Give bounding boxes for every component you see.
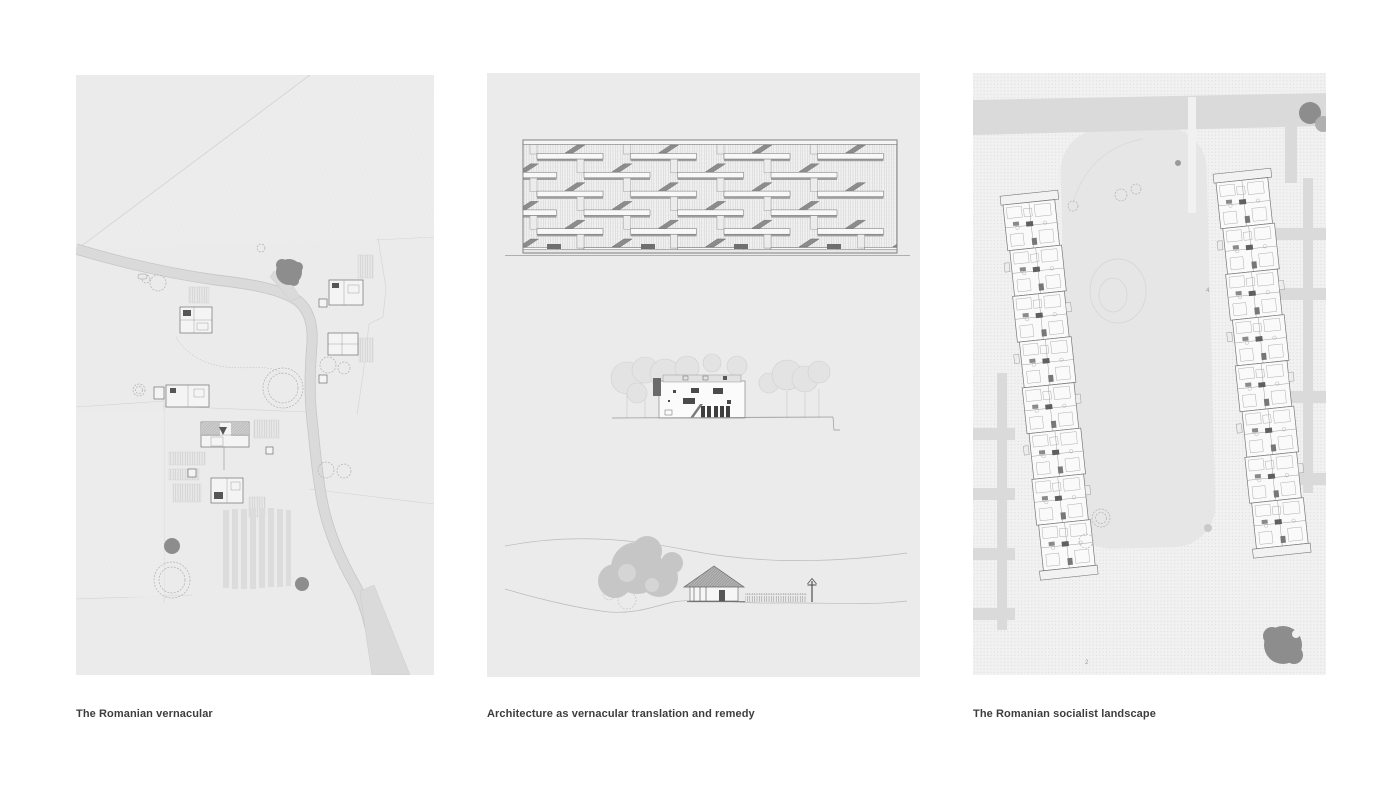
site-label: 2 [1085,660,1089,666]
plate-translation-drawings [487,73,920,677]
plate-vernacular-site-plan [76,75,434,675]
site-label: 4 [1206,288,1210,294]
roof-band [663,375,741,382]
shed-3 [319,375,327,383]
vernacular-site-plan-drawing [76,75,434,675]
path-down-right [1285,123,1297,183]
parapet [523,140,897,145]
car-on-road [138,274,147,279]
shed-2 [188,469,196,477]
caption-vernacular: The Romanian vernacular [76,708,213,720]
house-plan-5 [211,478,243,503]
caption-translation: Architecture as vernacular translation and remedy [487,708,755,720]
caption-socialist: The Romanian socialist landscape [973,708,1156,720]
house-plan-1 [180,307,212,333]
housing-block-elevation [487,140,920,256]
plate-socialist-site-plan [973,73,1326,675]
socialist-site-plan-drawing [973,73,1326,675]
dark-tree [295,577,309,591]
side-volume [653,378,661,396]
dark-tree [164,538,180,554]
path-gap [1188,97,1196,213]
house-plan-3 [328,333,358,355]
base-band [523,250,897,254]
translation-drawings [487,73,920,677]
shed-1 [266,447,273,454]
